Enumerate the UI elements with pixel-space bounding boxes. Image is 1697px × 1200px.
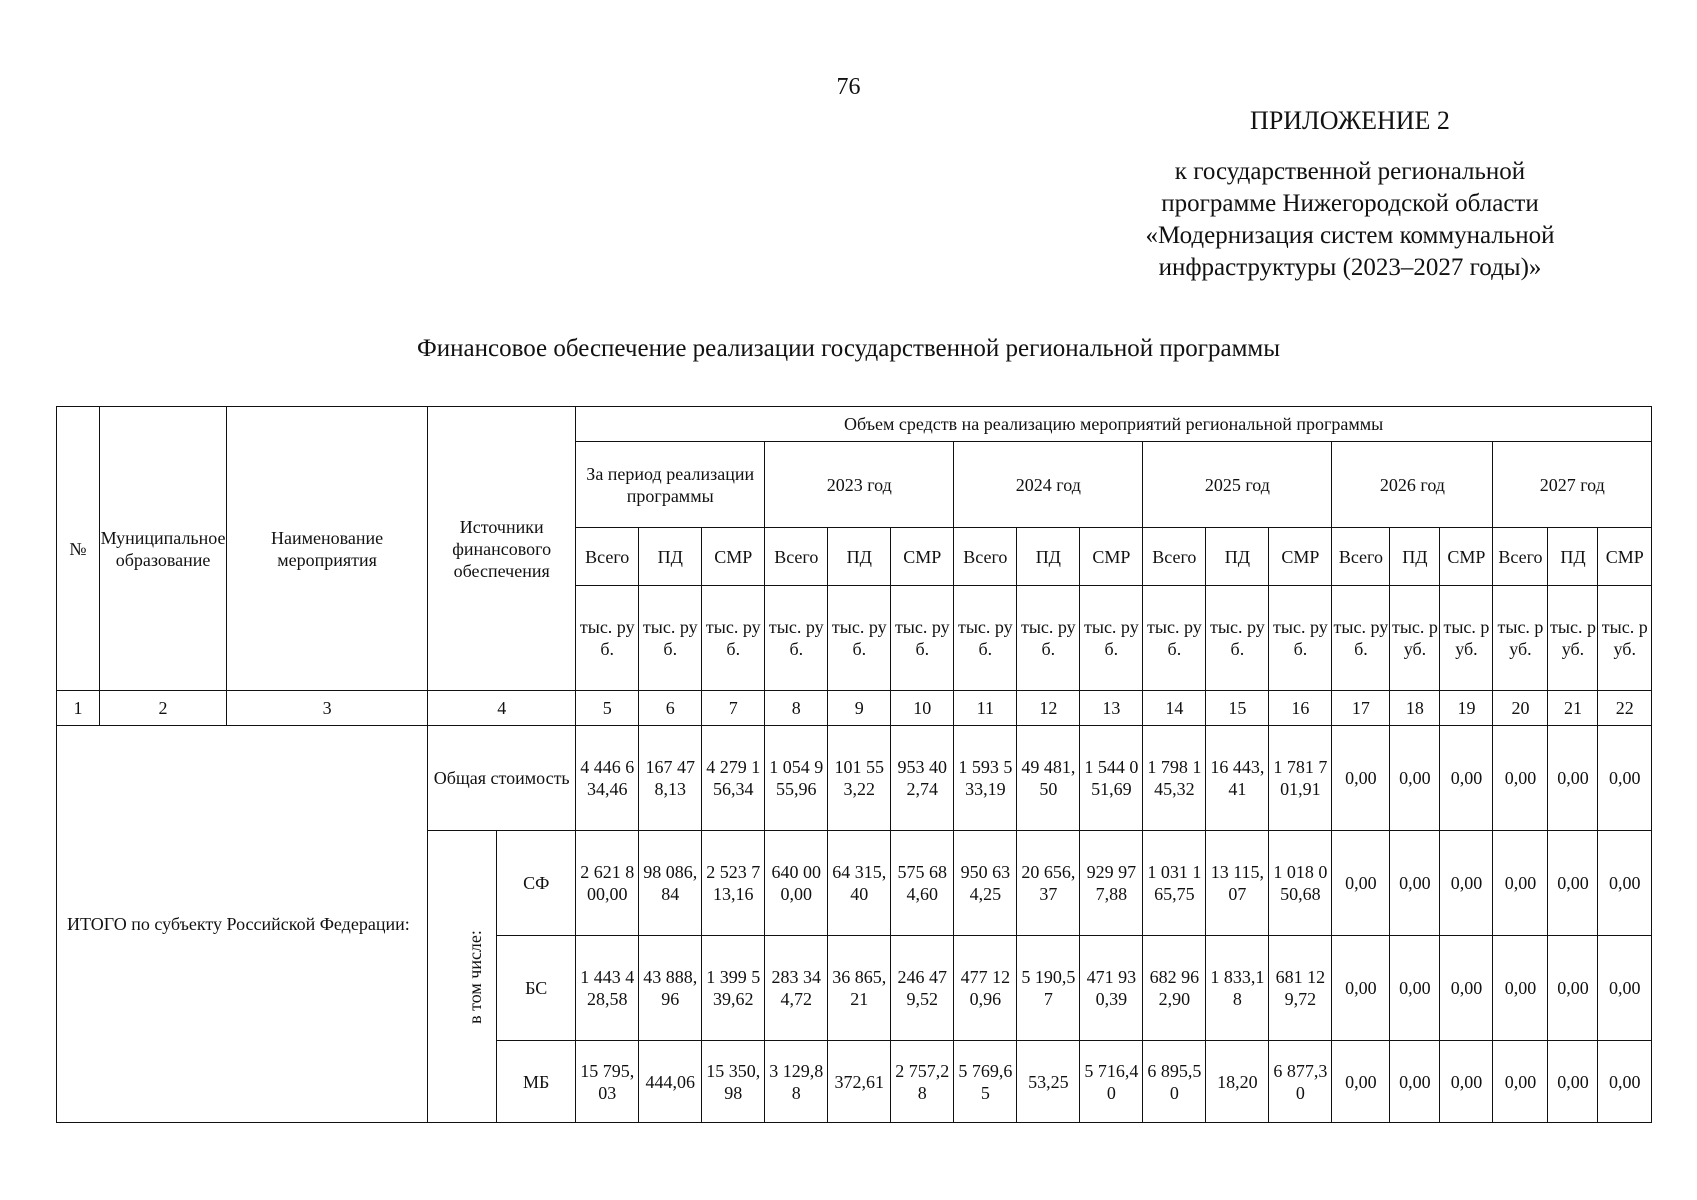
value-cell: 950 634,25 bbox=[954, 831, 1017, 936]
value-cell: 640 000,00 bbox=[765, 831, 828, 936]
column-number: 18 bbox=[1390, 691, 1440, 726]
value-cell: 2 621 800,00 bbox=[576, 831, 639, 936]
column-number: 10 bbox=[891, 691, 954, 726]
subheader-smr: СМР bbox=[1269, 528, 1332, 586]
value-cell: 167 478,13 bbox=[639, 726, 702, 831]
including-text: в том числе: bbox=[465, 929, 486, 1024]
source-label: БС bbox=[497, 936, 576, 1041]
unit-label: тыс. руб. bbox=[1440, 586, 1493, 691]
header-year-2026: 2026 год bbox=[1332, 442, 1493, 528]
value-cell: 0,00 bbox=[1332, 936, 1390, 1041]
value-cell: 682 962,90 bbox=[1143, 936, 1206, 1041]
appendix-subtitle-line: программе Нижегородской области bbox=[1161, 190, 1539, 217]
value-cell: 49 481,50 bbox=[1017, 726, 1080, 831]
appendix-title: ПРИЛОЖЕНИЕ 2 bbox=[1250, 106, 1450, 135]
subheader-smr: СМР bbox=[1598, 528, 1652, 586]
value-cell: 5 716,40 bbox=[1080, 1041, 1143, 1123]
value-cell: 3 129,88 bbox=[765, 1041, 828, 1123]
appendix-subtitle bbox=[1110, 156, 1590, 284]
header-year-2023: 2023 год bbox=[765, 442, 954, 528]
value-cell: 36 865,21 bbox=[828, 936, 891, 1041]
source-label: Общая стоимость bbox=[428, 726, 576, 831]
value-cell: 1 781 701,91 bbox=[1269, 726, 1332, 831]
value-cell: 0,00 bbox=[1598, 936, 1652, 1041]
page-number: 76 bbox=[836, 74, 861, 100]
value-cell: 20 656,37 bbox=[1017, 831, 1080, 936]
unit-label: тыс. руб. bbox=[1548, 586, 1598, 691]
unit-label: тыс. руб. bbox=[576, 586, 639, 691]
total-label: ИТОГО по субъекту Российской Федерации: bbox=[57, 726, 428, 1123]
document-title: Финансовое обеспечение реализации государственной региональной программы bbox=[416, 335, 1281, 362]
unit-label: тыс. руб. bbox=[891, 586, 954, 691]
value-cell: 98 086,84 bbox=[639, 831, 702, 936]
source-label: МБ bbox=[497, 1041, 576, 1123]
value-cell: 15 350,98 bbox=[702, 1041, 765, 1123]
column-number: 4 bbox=[428, 691, 576, 726]
column-number: 12 bbox=[1017, 691, 1080, 726]
value-cell: 1 798 145,32 bbox=[1143, 726, 1206, 831]
subheader-total: Всего bbox=[1493, 528, 1548, 586]
unit-label: тыс. руб. bbox=[954, 586, 1017, 691]
value-cell: 246 479,52 bbox=[891, 936, 954, 1041]
value-cell: 0,00 bbox=[1332, 831, 1390, 936]
value-cell: 0,00 bbox=[1598, 1041, 1652, 1123]
value-cell: 0,00 bbox=[1598, 831, 1652, 936]
unit-label: тыс. руб. bbox=[1206, 586, 1269, 691]
subheader-smr: СМР bbox=[1080, 528, 1143, 586]
value-cell: 575 684,60 bbox=[891, 831, 954, 936]
value-cell: 1 018 050,68 bbox=[1269, 831, 1332, 936]
value-cell: 1 399 539,62 bbox=[702, 936, 765, 1041]
unit-label: тыс. руб. bbox=[828, 586, 891, 691]
subheader-smr: СМР bbox=[891, 528, 954, 586]
value-cell: 6 895,50 bbox=[1143, 1041, 1206, 1123]
appendix-subtitle-line: к государственной региональной bbox=[1174, 158, 1526, 185]
unit-label: тыс. руб. bbox=[702, 586, 765, 691]
header-year-2027: 2027 год bbox=[1493, 442, 1652, 528]
column-number: 1 bbox=[57, 691, 100, 726]
column-number: 11 bbox=[954, 691, 1017, 726]
value-cell: 0,00 bbox=[1493, 1041, 1548, 1123]
column-number: 13 bbox=[1080, 691, 1143, 726]
value-cell: 101 553,22 bbox=[828, 726, 891, 831]
value-cell: 0,00 bbox=[1332, 1041, 1390, 1123]
subheader-pd: ПД bbox=[639, 528, 702, 586]
value-cell: 5 190,57 bbox=[1017, 936, 1080, 1041]
value-cell: 4 279 156,34 bbox=[702, 726, 765, 831]
header-measure-name: Наименование мероприятия bbox=[227, 407, 428, 691]
value-cell: 0,00 bbox=[1440, 1041, 1493, 1123]
header-funding-sources: Источники финансового обеспечения bbox=[428, 407, 576, 691]
header-year-2024: 2024 год bbox=[954, 442, 1143, 528]
header-volume: Объем средств на реализацию мероприятий региональной программы bbox=[576, 407, 1652, 442]
financing-table bbox=[56, 406, 1652, 1123]
subheader-smr: СМР bbox=[702, 528, 765, 586]
header-period-total: За период реализации программы bbox=[576, 442, 765, 528]
value-cell: 0,00 bbox=[1598, 726, 1652, 831]
value-cell: 681 129,72 bbox=[1269, 936, 1332, 1041]
column-number: 5 bbox=[576, 691, 639, 726]
value-cell: 0,00 bbox=[1390, 936, 1440, 1041]
subheader-total: Всего bbox=[765, 528, 828, 586]
value-cell: 1 443 428,58 bbox=[576, 936, 639, 1041]
column-number: 2 bbox=[100, 691, 227, 726]
unit-label: тыс. руб. bbox=[1493, 586, 1548, 691]
unit-label: тыс. руб. bbox=[1080, 586, 1143, 691]
appendix-subtitle-line: инфраструктуры (2023–2027 годы)» bbox=[1158, 254, 1542, 281]
column-number: 17 bbox=[1332, 691, 1390, 726]
value-cell: 471 930,39 bbox=[1080, 936, 1143, 1041]
value-cell: 16 443,41 bbox=[1206, 726, 1269, 831]
header-municipality: Муниципальное образование bbox=[100, 407, 227, 691]
subheader-total: Всего bbox=[1332, 528, 1390, 586]
value-cell: 0,00 bbox=[1548, 936, 1598, 1041]
value-cell: 477 120,96 bbox=[954, 936, 1017, 1041]
subheader-total: Всего bbox=[576, 528, 639, 586]
value-cell: 15 795,03 bbox=[576, 1041, 639, 1123]
column-number: 7 bbox=[702, 691, 765, 726]
value-cell: 0,00 bbox=[1390, 1041, 1440, 1123]
unit-label: тыс. руб. bbox=[1332, 586, 1390, 691]
unit-label: тыс. руб. bbox=[1017, 586, 1080, 691]
value-cell: 4 446 634,46 bbox=[576, 726, 639, 831]
subheader-pd: ПД bbox=[1206, 528, 1269, 586]
value-cell: 0,00 bbox=[1440, 726, 1493, 831]
value-cell: 0,00 bbox=[1390, 726, 1440, 831]
value-cell: 929 977,88 bbox=[1080, 831, 1143, 936]
value-cell: 0,00 bbox=[1548, 831, 1598, 936]
column-number: 15 bbox=[1206, 691, 1269, 726]
header-num: № bbox=[57, 407, 100, 691]
value-cell: 2 757,28 bbox=[891, 1041, 954, 1123]
value-cell: 0,00 bbox=[1440, 831, 1493, 936]
value-cell: 0,00 bbox=[1493, 936, 1548, 1041]
header-year-2025: 2025 год bbox=[1143, 442, 1332, 528]
column-number: 22 bbox=[1598, 691, 1652, 726]
value-cell: 64 315,40 bbox=[828, 831, 891, 936]
subheader-pd: ПД bbox=[1548, 528, 1598, 586]
value-cell: 372,61 bbox=[828, 1041, 891, 1123]
value-cell: 953 402,74 bbox=[891, 726, 954, 831]
value-cell: 0,00 bbox=[1493, 726, 1548, 831]
column-number: 20 bbox=[1493, 691, 1548, 726]
value-cell: 444,06 bbox=[639, 1041, 702, 1123]
value-cell: 43 888,96 bbox=[639, 936, 702, 1041]
value-cell: 1 031 165,75 bbox=[1143, 831, 1206, 936]
unit-label: тыс. руб. bbox=[1598, 586, 1652, 691]
including-label bbox=[428, 831, 497, 1123]
subheader-total: Всего bbox=[1143, 528, 1206, 586]
value-cell: 18,20 bbox=[1206, 1041, 1269, 1123]
unit-label: тыс. руб. bbox=[639, 586, 702, 691]
unit-label: тыс. руб. bbox=[1390, 586, 1440, 691]
column-number: 16 bbox=[1269, 691, 1332, 726]
value-cell: 1 054 955,96 bbox=[765, 726, 828, 831]
value-cell: 13 115,07 bbox=[1206, 831, 1269, 936]
subheader-total: Всего bbox=[954, 528, 1017, 586]
column-number: 8 bbox=[765, 691, 828, 726]
value-cell: 0,00 bbox=[1548, 726, 1598, 831]
subheader-smr: СМР bbox=[1440, 528, 1493, 586]
subheader-pd: ПД bbox=[1017, 528, 1080, 586]
value-cell: 2 523 713,16 bbox=[702, 831, 765, 936]
column-number: 9 bbox=[828, 691, 891, 726]
column-number: 6 bbox=[639, 691, 702, 726]
appendix-subtitle-line: «Модернизация систем коммунальной bbox=[1145, 222, 1555, 249]
value-cell: 0,00 bbox=[1332, 726, 1390, 831]
value-cell: 1 833,18 bbox=[1206, 936, 1269, 1041]
value-cell: 1 544 051,69 bbox=[1080, 726, 1143, 831]
value-cell: 53,25 bbox=[1017, 1041, 1080, 1123]
value-cell: 1 593 533,19 bbox=[954, 726, 1017, 831]
column-number: 3 bbox=[227, 691, 428, 726]
value-cell: 0,00 bbox=[1493, 831, 1548, 936]
value-cell: 0,00 bbox=[1548, 1041, 1598, 1123]
value-cell: 6 877,30 bbox=[1269, 1041, 1332, 1123]
unit-label: тыс. руб. bbox=[1143, 586, 1206, 691]
column-number: 21 bbox=[1548, 691, 1598, 726]
value-cell: 0,00 bbox=[1440, 936, 1493, 1041]
value-cell: 5 769,65 bbox=[954, 1041, 1017, 1123]
subheader-pd: ПД bbox=[828, 528, 891, 586]
column-number: 19 bbox=[1440, 691, 1493, 726]
value-cell: 283 344,72 bbox=[765, 936, 828, 1041]
table-row bbox=[57, 726, 1652, 831]
unit-label: тыс. руб. bbox=[765, 586, 828, 691]
subheader-pd: ПД bbox=[1390, 528, 1440, 586]
column-number: 14 bbox=[1143, 691, 1206, 726]
unit-label: тыс. руб. bbox=[1269, 586, 1332, 691]
source-label: СФ bbox=[497, 831, 576, 936]
value-cell: 0,00 bbox=[1390, 831, 1440, 936]
